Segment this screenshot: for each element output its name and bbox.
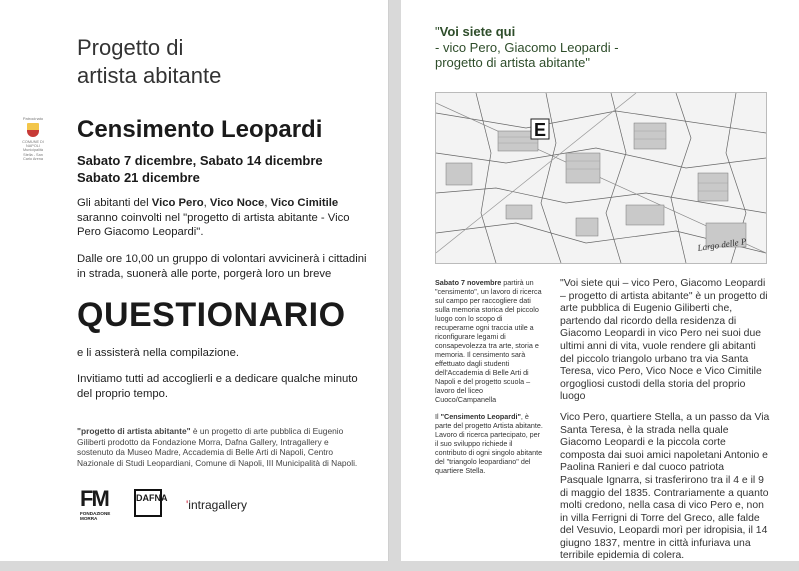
municipality-crest xyxy=(22,116,44,161)
quote-title-line1 xyxy=(435,24,765,40)
crest-bottom-text xyxy=(22,140,44,161)
street-vico-pero: Vico Pero xyxy=(151,197,204,209)
intro-prefix: Gli abitanti del xyxy=(77,197,152,209)
census-p2-prefix: Il xyxy=(435,412,441,421)
street-vico-cimitile: Vico Cimitile xyxy=(270,197,339,209)
credits-rest: è un progetto di arte pubblica di Eugenio Giliberti prodotto da Fondazione Morra, Dafna Gallery, Intragallery e sostenuto da Museo Madre, Accademia di Belle Arti di Napoli, Centro Nazionale di Studi Leopardiani, Comune di Napoli, III Municipalità di Napoli. xyxy=(77,426,358,468)
series-title xyxy=(77,34,357,90)
credits-paragraph xyxy=(77,426,367,468)
crest-line-3: Stella - San Carlo Arena xyxy=(22,152,44,161)
project-quote-title xyxy=(435,24,765,71)
questionario-heading: QUESTIONARIO xyxy=(77,296,346,334)
crest-top-text: Patrocinato xyxy=(22,116,44,121)
fm-line1: FONDAZIONE xyxy=(80,511,111,516)
left-page xyxy=(0,0,389,561)
census-text: partirà un "censimento", un lavoro di ricerca sul campo per raccogliere dati sulla memoria storica del piccolo luogo con lo scopo di recuperarne ogni traccia utile a riconfigurare legami di consapevolezza tra arte, storia e memoria. Il censimento sarà effettuato dagli studenti dell'Accademia di Belle Arti di Napoli e del progetto scuola – lavoro del liceo Cuoco/Campanella xyxy=(435,278,542,404)
intragallery-logo: 'intragallery xyxy=(186,498,247,512)
intro-paragraph xyxy=(77,196,367,240)
quote-open: " xyxy=(435,24,440,39)
vico-pero-history-paragraph: Vico Pero, quartiere Stella, a un passo da Via Santa Teresa, è la strada nella quale Giacomo Leopardi e la piccola corte composta dai suoi amici napoletani Antonio e Paolina Ranieri e dal cuoco patriota Pasquale Ignarra, si trasferirono tra il 4 e il 9 di maggio del 1835. Contrariamente a quanto molti credono, nella casa di vico Pero e, non in villa Ferrigni di Torre del Greco, alle falde del Vesuvio, Leopardi morì per idropisia, il 14 giugno 1837, mentre in città infuriava una terribile epidemia di colera. xyxy=(560,411,770,562)
census-column xyxy=(435,278,543,483)
census-paragraph-1 xyxy=(435,278,543,404)
history-column xyxy=(560,278,770,571)
census-p2-text: , è parte del progetto Artista abitante. Lavoro di ricerca partecipato, per il suo sviluppo richiede il contributo di ogni singolo abitante del "triangolo leopardiano" del quartiere Stella. xyxy=(435,412,543,475)
crest-line-1: COMUNE DI NAPOLI xyxy=(22,140,44,149)
series-title-line2: artista abitante xyxy=(77,63,222,88)
dafna-gallery-logo: DAFNA xyxy=(134,489,162,517)
credits-bold: "progetto di artista abitante" xyxy=(77,426,191,436)
intro-sep2: , xyxy=(264,197,271,209)
map-drawing xyxy=(436,93,766,263)
invite-paragraph: Invitiamo tutti ad accoglierli e a dedicare qualche minuto del proprio tempo. xyxy=(77,373,358,400)
historic-map-image xyxy=(435,92,767,264)
fondazione-morra-logo xyxy=(80,487,116,523)
quote-title-line3: progetto di artista abitante" xyxy=(435,55,590,70)
crest-line-2: Municipalità xyxy=(22,148,44,153)
census-paragraph-2 xyxy=(435,412,543,475)
fm-line2: MORRA xyxy=(80,516,98,521)
series-title-line1: Progetto di xyxy=(77,35,184,60)
project-description-paragraph: "Voi siete qui – vico Pero, Giacomo Leopardi – progetto di artista abitante" è un progetto di arte pubblica di Eugenio Giliberti che, partendo dal ricordo della residenza di Giacomo Leopardi in vico Pero nei suoi due ultimi anni di vita, vuole rendere gli abitanti del piccolo triangolo urbano tra via Santa Teresa, vico Pero, Vico Noce e Vico Cimitile orgogliosi custodi della storia del proprio luogo xyxy=(560,278,768,403)
quote-title-bold: Voi siete qui xyxy=(439,24,516,39)
dates-line2: Sabato 21 dicembre xyxy=(77,170,200,185)
intro-sep1: , xyxy=(203,197,210,209)
census-name: "Censimento Leopardi" xyxy=(440,412,521,421)
fm-mark: FM xyxy=(80,486,108,511)
intragallery-text: intragallery xyxy=(188,498,247,512)
event-dates xyxy=(77,152,377,186)
event-title: Censimento Leopardi xyxy=(77,116,323,143)
intro-suffix: saranno coinvolti nel "progetto di artista abitante - Vico Pero Giacomo Leopardi". xyxy=(77,211,350,239)
assist-paragraph: e li assisterà nella compilazione. xyxy=(77,347,240,359)
dates-line1: Sabato 7 dicembre, Sabato 14 dicembre xyxy=(77,153,323,168)
crest-shield-icon xyxy=(27,123,39,137)
quote-title-line2: - vico Pero, Giacomo Leopardi - xyxy=(435,39,619,55)
street-vico-noce: Vico Noce xyxy=(209,197,265,209)
map-marker-e: E xyxy=(534,120,547,140)
volunteers-paragraph: Dalle ore 10,00 un gruppo di volontari avvicinerà i cittadini in strada, suonerà alle porte, porgerà loro un breve xyxy=(77,253,367,280)
map-caption: Largo delle P xyxy=(696,236,747,253)
census-date: Sabato 7 novembre xyxy=(435,278,502,287)
